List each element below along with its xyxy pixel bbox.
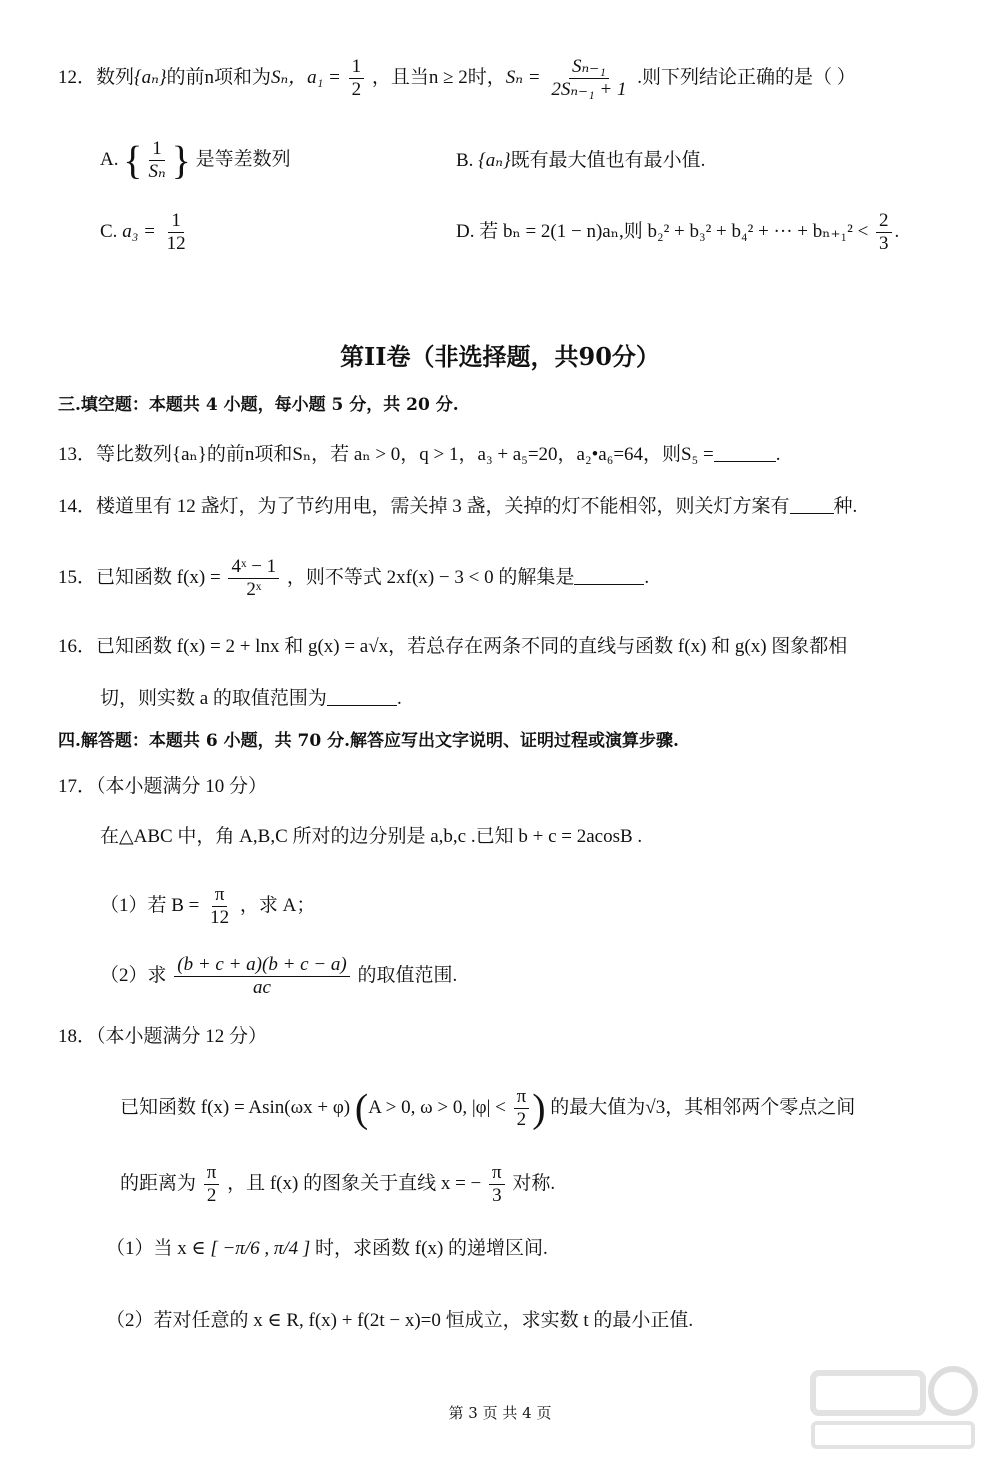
question-17-stem: 在△ABC 中，角 A,B,C 所对的边分别是 a,b,c .已知 b + c = 2acosB .: [100, 826, 643, 847]
question-18-line-2: 的距离为 $\frac{\pi}{2}$ ，且 f(x) 的图象关于直线 x = − $\frac{\pi}{3}$ 对称.: [120, 1162, 556, 1206]
answer-blank: [327, 687, 397, 706]
watermark-logo: [803, 1363, 978, 1453]
question-17-part-1: （1）若 B = $\frac{\pi}{12}$ ，求 A；: [100, 884, 316, 928]
question-17-part-2: （2）求 $\frac{(b + c + a)(b + c - a)}{ac}$ 的取值范围.: [100, 954, 458, 998]
question-14: 14．楼道里有 12 盏灯，为了节约用电，需关掉 3 盏，关掉的灯不能相邻，则关灯方案有 种.: [58, 496, 858, 517]
answer-blank: [790, 495, 834, 514]
question-18-line-1: 已知函数 f(x) = Asin(ωx + φ) (A > 0, ω > 0, |φ| < $\frac{\pi}{2}$ ) 的最大值为√3，其相邻两个零点之间: [120, 1085, 856, 1131]
section-3-heading: 三.填空题：本题共 4 小题，每小题 5 分，共 20 分.: [58, 395, 459, 415]
q12-option-a: A. { $\frac{1}{\text{Sₙ}}$ } 是等差数列: [100, 137, 291, 183]
question-17-heading: 17．（本小题满分 10 分）: [58, 776, 268, 797]
q12-option-d: D. 若 bₙ = 2(1 − n)aₙ,则 b₂² + b₃² + b₄² + ··· + bₙ₊₁² < $\frac{2}{3}$ .: [456, 210, 900, 254]
fraction-a1: $\frac{1}{2}$: [349, 56, 365, 101]
answer-blank: [714, 443, 776, 462]
question-15: 15．已知函数 f(x) = $\frac{\text{4ˣ − 1}}{\text{2ˣ}}$ ，则不等式 2xf(x) − 3 < 0 的解集是 .: [58, 556, 650, 600]
question-18-part-1: （1）当 x ∈ [ −π/6 , π/4 ] 时，求函数 f(x) 的递增区间.: [106, 1238, 548, 1259]
part-2-title: 第II卷（非选择题，共90分）: [340, 342, 660, 371]
q12-option-c: C. a₃ = $\frac{1}{12}$: [100, 210, 186, 254]
question-16-line-1: 16．已知函数 f(x) = 2 + lnx 和 g(x) = a√x，若总存在两条不同的直线与函数 f(x) 和 g(x) 图象都相: [58, 636, 848, 657]
fraction-sn: $\frac{\text{Sₙ₋₁}}{\text{2Sₙ₋₁ + 1}}$: [551, 56, 627, 100]
answer-blank: [574, 566, 644, 585]
question-16-line-2: 切，则实数 a 的取值范围为 .: [100, 688, 402, 709]
page-footer: 第 3 页 共 4 页: [448, 1404, 552, 1422]
section-4-heading: 四.解答题：本题共 6 小题，共 70 分.解答应写出文字说明、证明过程或演算步骤.: [58, 731, 679, 751]
question-12-stem: 12．数列{aₙ}的前n项和为Sₙ，a₁ = $\frac{1}{2}$ ，且当n ≥ 2时，Sₙ = $\frac{\text{Sₙ₋₁}}{\text{2Sₙ₋₁ + 1}}$ .则下列结论正确的是（ ）: [58, 56, 856, 100]
q12-option-b: B. {aₙ}既有最大值也有最小值.: [456, 150, 706, 171]
question-18-part-2: （2）若对任意的 x ∈ R, f(x) + f(2t − x)=0 恒成立，求实数 t 的最小正值.: [106, 1310, 694, 1331]
question-18-heading: 18．（本小题满分 12 分）: [58, 1026, 268, 1047]
question-13: 13．等比数列{aₙ}的前n项和Sₙ，若 aₙ > 0，q > 1，a₃ + a₅=20，a₂•a₆=64，则S₅ = .: [58, 444, 781, 465]
